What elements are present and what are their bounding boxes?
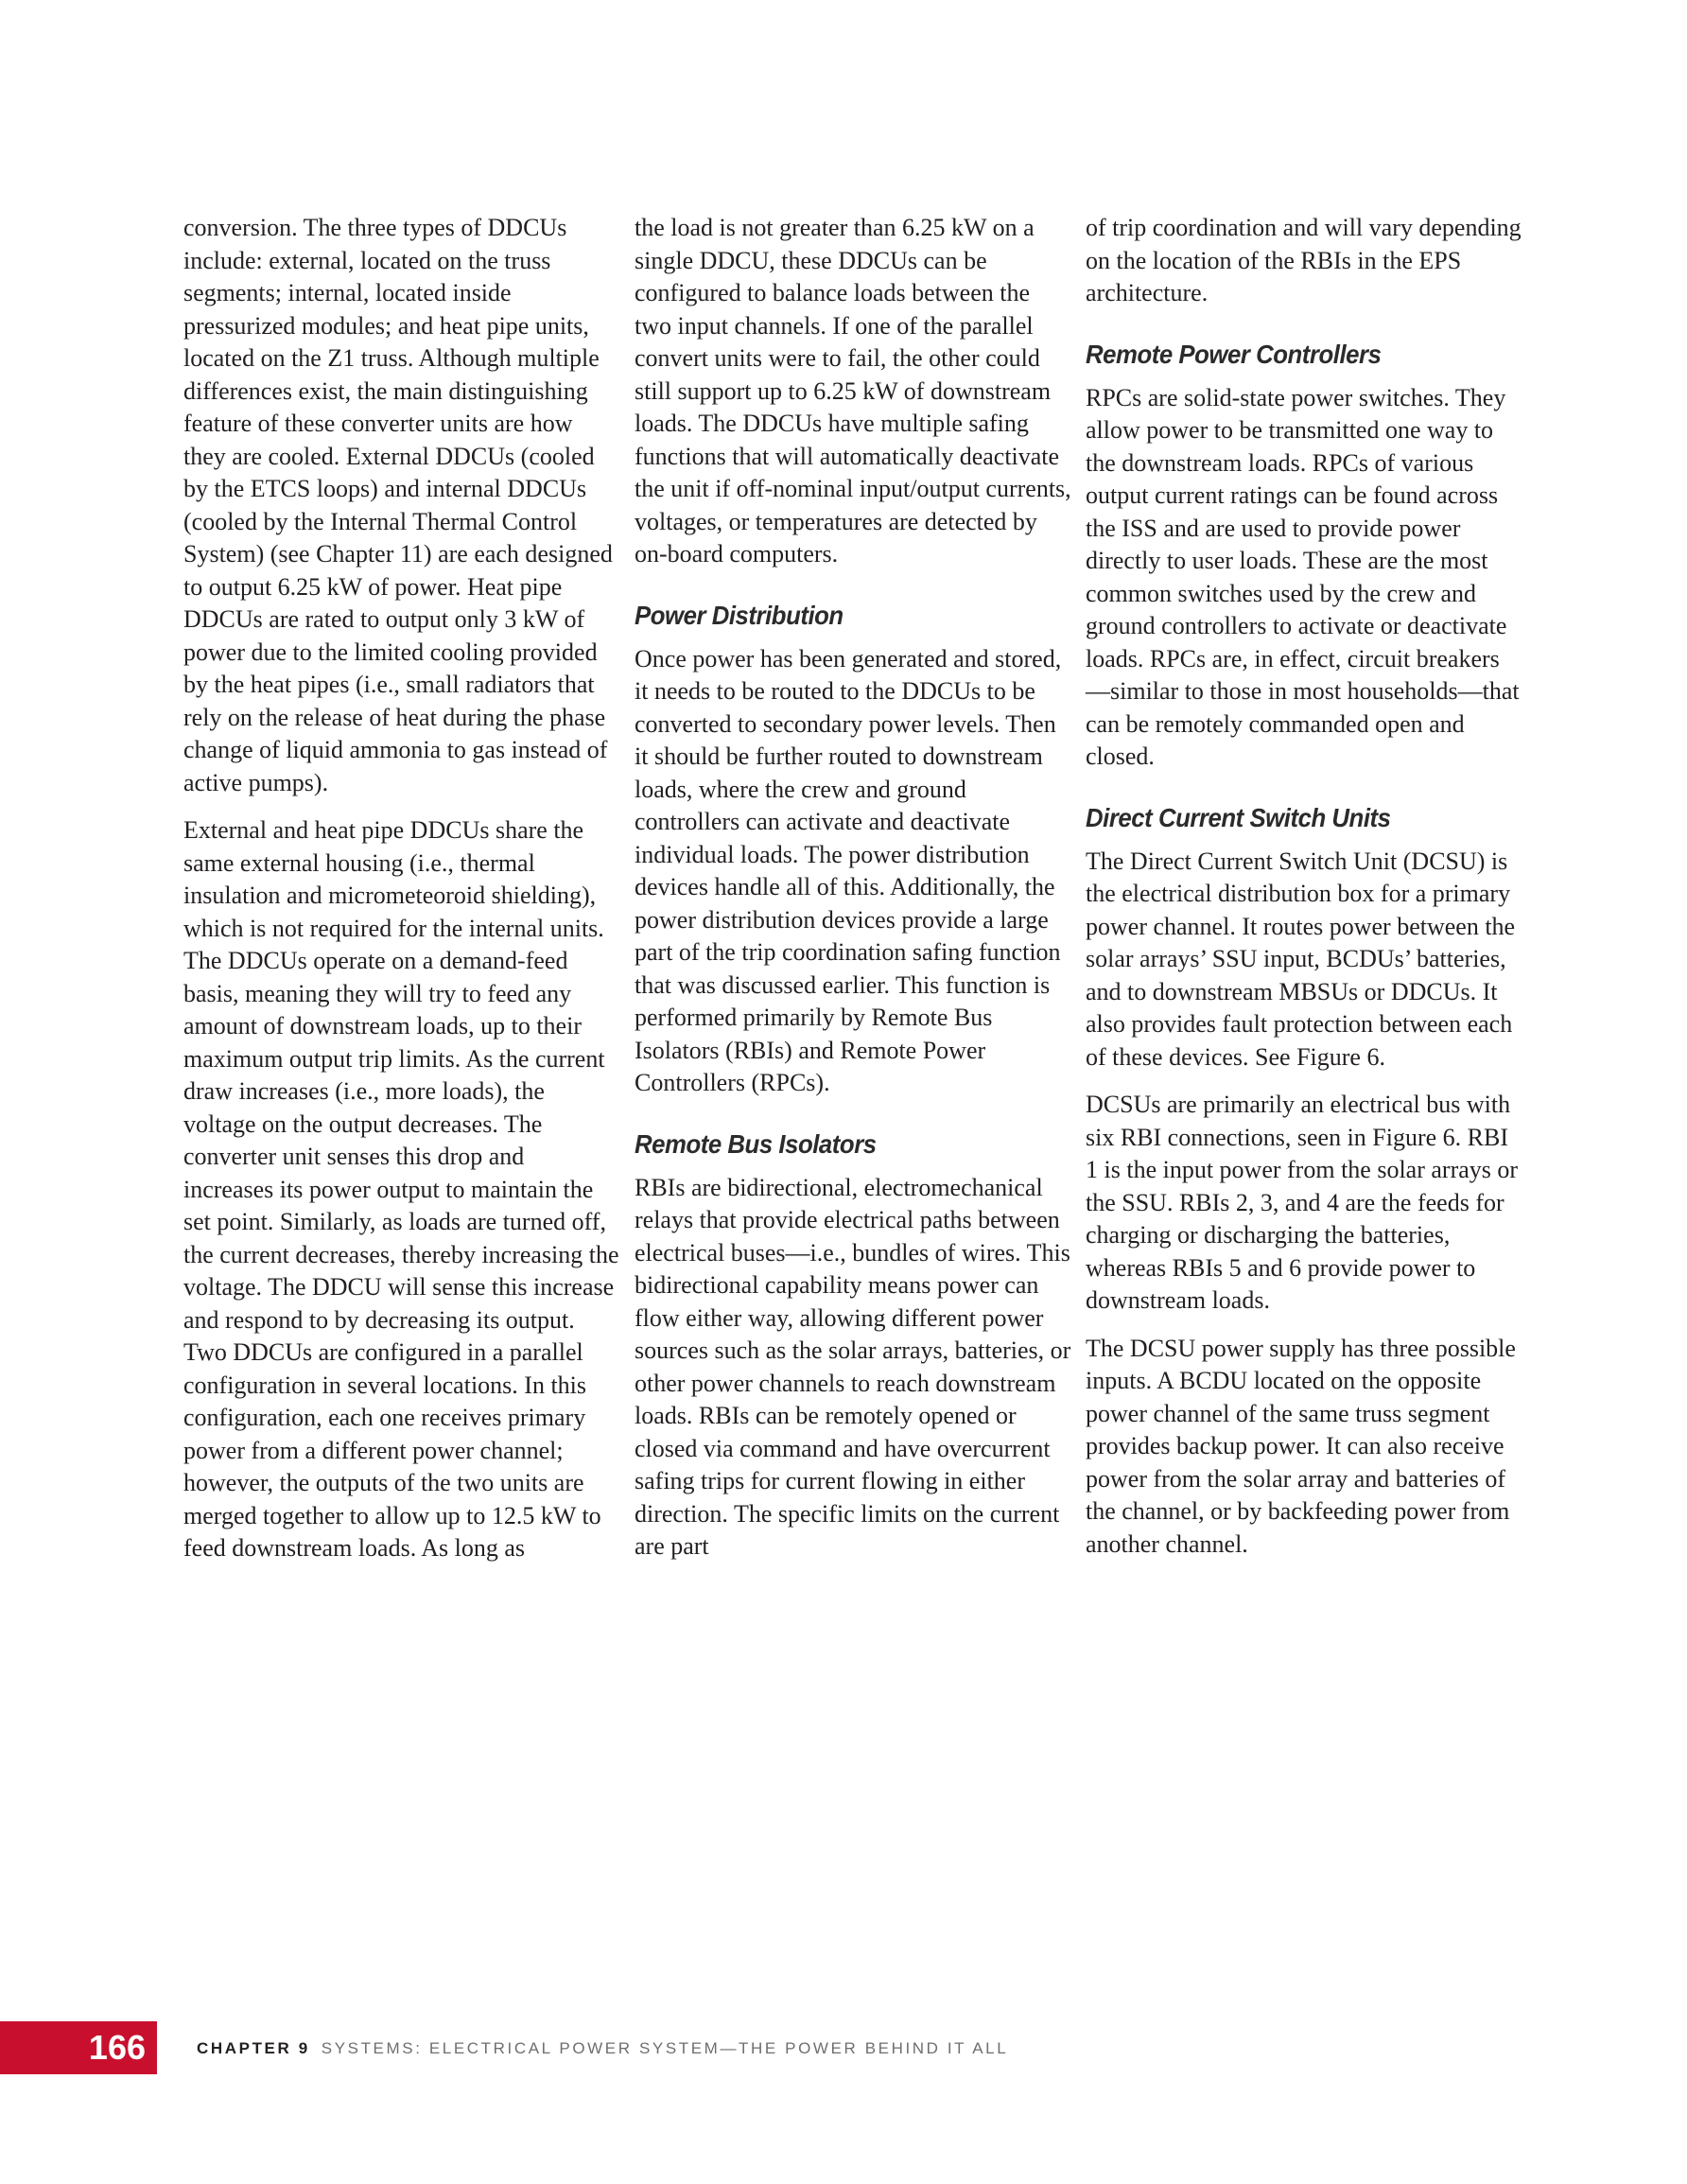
chapter-label: CHAPTER 9 [197,2039,310,2057]
body-paragraph: The DCSU power supply has three possible inputs. A BCDU located on the opposite power channel of the same truss segment provides backup power. It can also receive power from the solar array and batteries of the channel, or by backfeeding power from another channel. [1086,1334,1516,1558]
body-paragraph: The Direct Current Switch Unit (DCSU) is the electrical distribution box for a primary power channel. It routes power between the solar arrays’ SSU input, BCDUs’ batteries, and to downstream MBSUs or DDCUs. It also provides fault protection between each of these devices. See Figure 6. [1086,847,1516,1071]
body-paragraph: the load is not greater than 6.25 kW on a single DDCU, these DDCUs can be configured to balance loads between the two input channels. If one of the parallel convert units were to fail, the other could still support up to 6.25 kW of downstream loads. The DDCUs have multiple safing functions that will automatically deactivate the unit if off-nominal input/output currents, voltages, or temperatures are detected by on-board computers. [635,214,1071,568]
section-heading: Remote Power Controllers [1086,339,1382,369]
text-column-3 [1086,212,1522,1576]
text-column-1 [183,212,620,1581]
section-heading: Remote Bus Isolators [635,1128,877,1159]
chapter-title: SYSTEMS: ELECTRICAL POWER SYSTEM—THE POWER BEHIND IT ALL [321,2039,1009,2057]
running-footer [197,2038,1008,2059]
body-paragraph: DCSUs are primarily an electrical bus with six RBI connections, seen in Figure 6. RBI 1 is the input power from the solar arrays or the SSU. RBIs 2, 3, and 4 are the feeds for charging or discharging the batteries, whereas RBIs 5 and 6 provide power to downstream loads. [1086,1091,1519,1314]
page-number: 166 [88,2028,146,2067]
body-paragraph: RBIs are bidirectional, electromechanical relays that provide electrical paths between electrical buses—i.e., bundles of wires. This bidirectional capability means power can flow either way, allowing different power sources such as the solar arrays, batteries, or other power channels to reach downstream loads. RBIs can be remotely opened or closed via command and have overcurrent safing trips for current flowing in either direction. The specific limits on the current are part [635,1173,1071,1560]
body-paragraph: Once power has been generated and stored, it needs to be routed to the DDCUs to be converted to secondary power levels. Then it should be further routed to downstream loads, where the crew and ground controllers can activate and deactivate individual loads. The power distribution devices handle all of this. Additionally, the power distribution devices provide a large part of the trip coordination safing function that was discussed earlier. This function is performed primarily by Remote Bus Isolators (RBIs) and Remote Power Controllers (RPCs). [635,644,1062,1096]
body-paragraph: of trip coordination and will vary depending on the location of the RBIs in the EPS architecture. [1086,214,1522,306]
body-paragraph: External and heat pipe DDCUs share the same external housing (i.e., thermal insulation and micrometeoroid shielding), which is not required for the internal units. The DDCUs operate on a demand-feed basis, meaning they will try to feed any amount of downstream loads, up to their maximum output trip limits. As the current draw increases (i.e., more loads), the voltage on the output decreases. The converter unit senses this drop and increases its power output to maintain the set point. Similarly, as loads are turned off, the current decreases, thereby increasing the voltage. The DDCU will sense this increase and respond to by decreasing its output. Two DDCUs are configured in a parallel configuration in several locations. In this configuration, each one receives primary power from a different power channel; however, the outputs of the two units are merged together to allow up to 12.5 kW to feed downstream loads. As long as [183,816,619,1562]
text-column-2 [635,212,1071,1579]
body-paragraph: RPCs are solid-state power switches. They allow power to be transmitted one way to the downstream loads. RPCs of various output current ratings can be found across the ISS and are used to provide power directly to user loads. These are the most common switches used by the crew and ground controllers to activate or deactivate loads. RPCs are, in effect, circuit breakers—similar to those in most households—that can be remotely commanded open and closed. [1086,383,1520,770]
section-heading: Power Distribution [635,600,844,630]
body-paragraph: conversion. The three types of DDCUs include: external, located on the truss segments; internal, located inside pressurized modules; and heat pipe units, located on the Z1 truss. Although multiple differences exist, the main distinguishing feature of these converter units are how they are cooled. External DDCUs (cooled by the ETCS loops) and internal DDCUs (cooled by the Internal Thermal Control System) (see Chapter 11) are each designed to output 6.25 kW of power. Heat pipe DDCUs are rated to output only 3 kW of power due to the limited cooling provided by the heat pipes (i.e., small radiators that rely on the release of heat during the phase change of liquid ammonia to gas instead of active pumps). [183,214,613,796]
section-heading: Direct Current Switch Units [1086,802,1391,832]
page-number-box [0,2021,157,2074]
